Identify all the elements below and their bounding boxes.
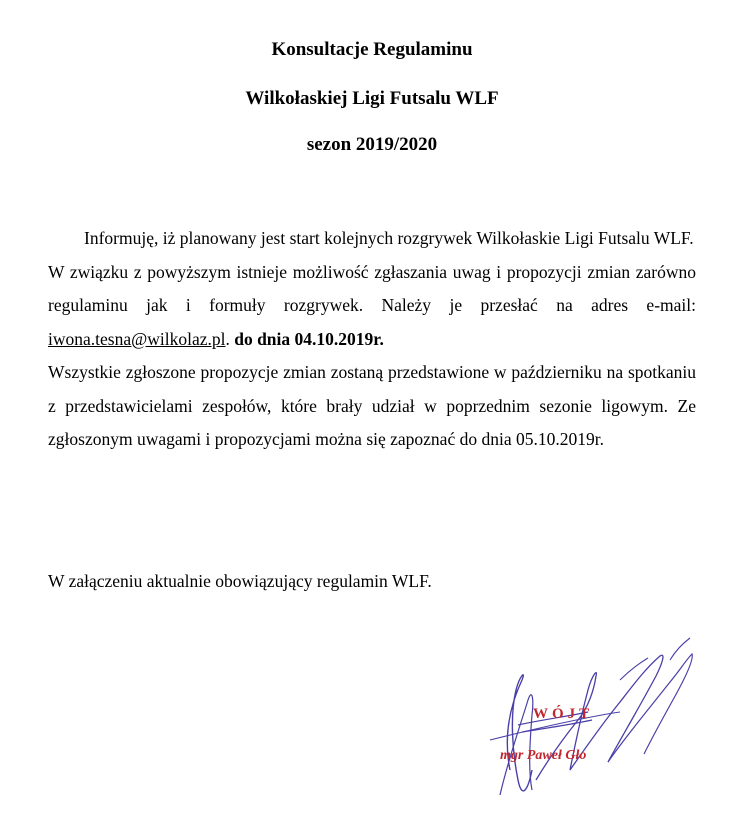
paragraph-attachment: W załączeniu aktualnie obowiązujący regulamin WLF. xyxy=(48,571,432,591)
document-subtitle: Wilkołaskiej Ligi Futsalu WLF xyxy=(245,88,499,109)
submission-deadline: do dnia 04.10.2019r. xyxy=(234,328,384,349)
stamp-title: WÓJT xyxy=(533,706,594,722)
submission-punct: . xyxy=(225,328,235,349)
document-body xyxy=(48,222,696,457)
season-label: sezon 2019/2020 xyxy=(306,134,438,155)
document-title: Konsultacje Regulaminu xyxy=(271,39,473,60)
paragraph-submission xyxy=(48,256,696,357)
submission-text: W związku z powyższym istnieje możliwość zgłaszania uwag i propozycji zmian zarówno regulaminu jak i formuły rozgrywek. Należy je przesłać na adres e-mail: xyxy=(48,261,696,315)
paragraph-intro: Informuję, iż planowany jest start kolejnych rozgrywek Wilkołaskie Ligi Futsalu WLF. xyxy=(84,228,694,248)
email-link[interactable]: iwona.tesna@wilkolaz.pl xyxy=(48,328,226,349)
stamp-name: mgr Paweł Gło xyxy=(500,748,587,763)
paragraph-presentation: Wszystkie zgłoszone propozycje zmian zostaną przedstawione w październiku na spotkaniu z przedstawicielami zespołów, które brały udział w poprzednim sezonie ligowym. Ze zgłoszonym uwagami i propozycjami można się zapoznać do dnia 05.10.2019r. xyxy=(48,362,696,449)
